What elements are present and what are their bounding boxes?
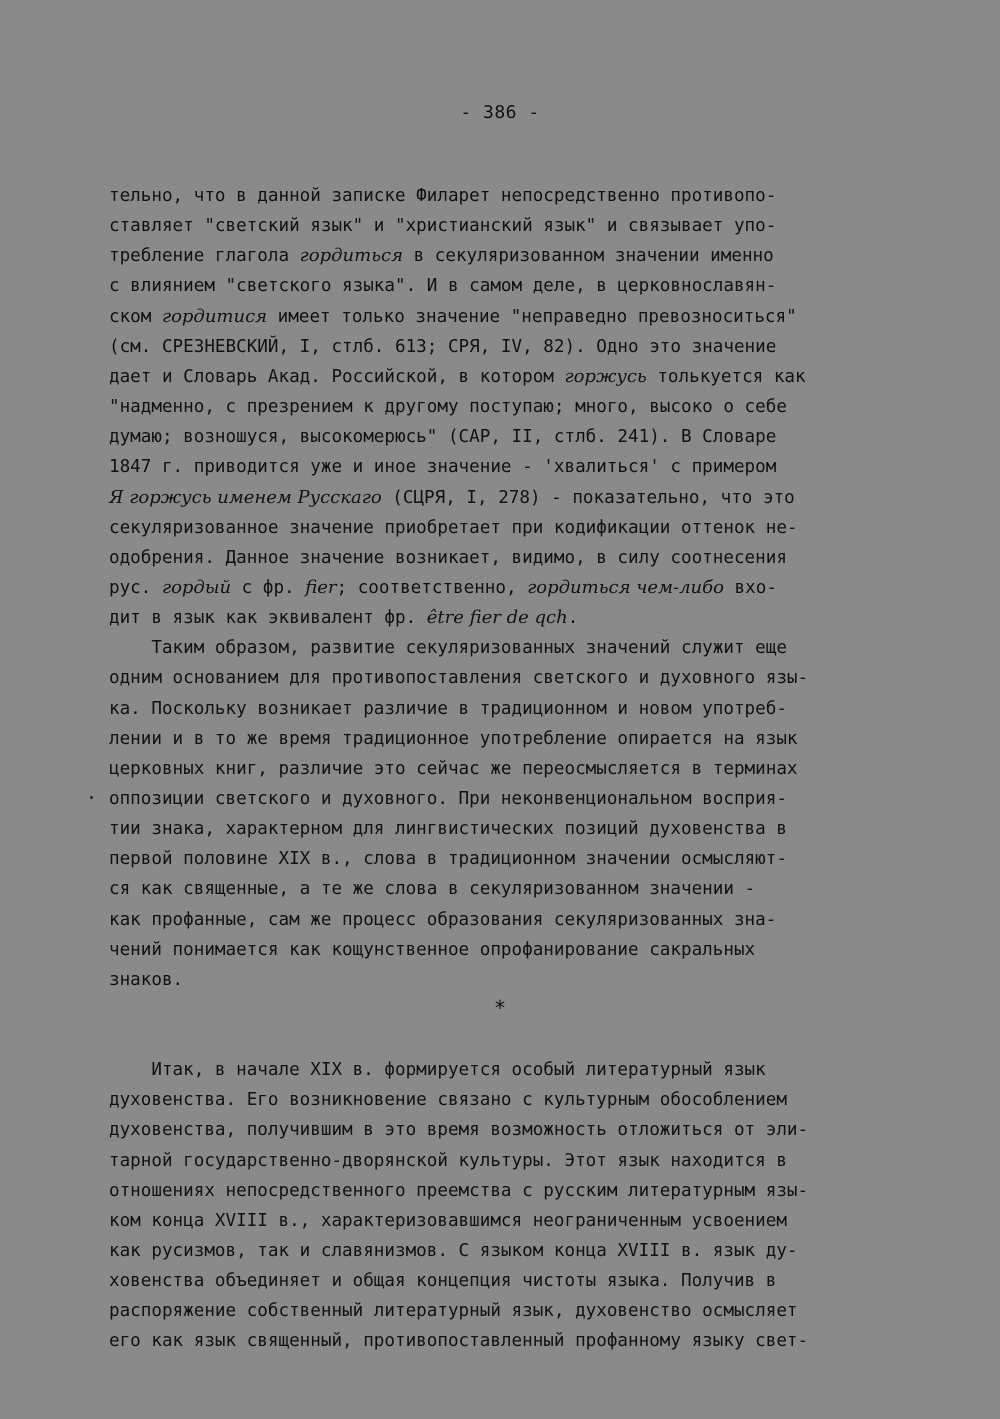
text-segment: лении и в то же время традиционное употребление опирается на язык <box>109 729 798 749</box>
italic-word: Я горжусь именем Русскаго <box>109 487 382 508</box>
text-line <box>109 935 755 965</box>
text-segment: первой половине XIX в., слова в традиционном значении осмысляют- <box>109 849 787 869</box>
text-line <box>109 694 787 724</box>
text-segment: церковных книг, различие это сейчас же переосмысляется в терминах <box>109 759 798 779</box>
text-segment: одним основанием для противопоставления светского и духовного язы- <box>109 668 809 688</box>
text-segment: дает и Словарь Акад. Российской, в котором <box>109 367 565 387</box>
text-segment: "надменно, с презрением к другому поступаю; много, высоко о себе <box>109 397 787 417</box>
section-separator: * <box>493 996 507 1020</box>
text-line <box>109 905 776 935</box>
scan-speck <box>90 796 93 799</box>
text-line <box>109 663 808 693</box>
text-segment: требление глагола <box>109 246 300 266</box>
text-segment: (СЦРЯ, I, 278) - показательно, что это <box>381 488 795 508</box>
text-segment: ся как священные, а те же слова в секуляризованном значении - <box>109 879 756 899</box>
page-number: - 386 - <box>460 102 540 123</box>
text-segment: имеет только значение "неправедно превозноситься" <box>267 307 797 327</box>
text-segment: тельно, что в данной записке Филарет непосредственно противопо- <box>109 186 777 206</box>
text-segment: как профанные, сам же процесс образования секуляризованных зна- <box>109 910 777 930</box>
text-segment: в секуляризованном значении именно <box>403 246 774 266</box>
text-line <box>109 724 798 754</box>
text-line <box>109 965 183 995</box>
text-line <box>109 1176 808 1206</box>
text-line <box>109 241 774 271</box>
text-line <box>109 754 798 784</box>
text-segment: секуляризованное значение приобретает при кодификации оттенок не- <box>109 518 798 538</box>
text-line <box>109 784 787 814</box>
text-segment: чений понимается как кощунственное опрофанирование сакральных <box>109 940 756 960</box>
text-segment: духовенства, получившим в это время возможность отложиться от эли- <box>109 1120 809 1140</box>
italic-word: fier <box>305 577 337 598</box>
text-segment: ка. Поскольку возникает различие в традиционном и новом употреб- <box>109 699 787 719</box>
text-segment: вхо- <box>723 578 777 598</box>
text-segment: тарной государственно-дворянской культуры. Этот язык находится в <box>109 1151 787 1171</box>
text-segment: тии знака, характерном для лингвистических позиций духовенства в <box>109 819 787 839</box>
italic-word: горжусь <box>564 366 647 387</box>
text-segment: Итак, в начале XIX в. формируется особый литературный язык <box>109 1060 766 1080</box>
text-line <box>109 211 776 241</box>
text-line <box>109 1055 766 1085</box>
text-segment: . <box>567 608 579 628</box>
text-line <box>109 1085 787 1115</box>
text-line <box>109 1296 798 1326</box>
italic-word: être fier de qch <box>426 607 568 628</box>
text-segment: ; соответственно, <box>336 578 528 598</box>
text-segment: толькуется как <box>646 367 806 387</box>
text-segment: как русизмов, так и славянизмов. С языком конца XVIII в. язык ду- <box>109 1241 798 1261</box>
text-line <box>109 513 798 543</box>
text-line <box>109 633 787 663</box>
text-line <box>109 1206 787 1236</box>
text-segment: ком конца XVIII в., характеризовавшимся неограниченным усвоением <box>109 1211 787 1231</box>
text-segment: рус. <box>109 578 162 598</box>
text-line <box>109 543 787 573</box>
text-segment: дит в язык как эквивалент фр. <box>109 608 427 628</box>
text-line <box>109 483 795 513</box>
text-line <box>109 452 776 482</box>
text-line <box>109 814 787 844</box>
text-line <box>109 844 787 874</box>
text-line <box>109 1326 808 1356</box>
text-segment: знаков. <box>109 970 184 990</box>
text-segment: думаю; возношуся, высокомерюсь" (САР, II, стлб. 241). В Словаре <box>109 427 777 447</box>
text-segment: ском <box>109 307 162 327</box>
italic-word: гордиться чем-либо <box>527 577 724 598</box>
text-segment: оппозиции светского и духовного. При неконвенциональном восприя- <box>109 789 787 809</box>
text-line <box>109 271 776 301</box>
text-line <box>109 422 776 452</box>
text-line <box>109 1236 798 1266</box>
text-line <box>109 603 578 633</box>
text-line <box>109 302 797 332</box>
text-line <box>109 573 777 603</box>
text-line <box>109 1115 808 1145</box>
text-segment: отношениях непосредственного преемства с русским литературным язы- <box>109 1181 809 1201</box>
text-line <box>109 362 806 392</box>
text-line <box>109 181 776 211</box>
text-line <box>109 874 755 904</box>
text-segment: одобрения. Данное значение возникает, видимо, в силу соотнесения <box>109 548 787 568</box>
text-segment: ховенства объединяет и общая концепция чистоты языка. Получив в <box>109 1271 777 1291</box>
text-segment: с влиянием "светского языка". И в самом деле, в церковнославян- <box>109 276 777 296</box>
text-segment: 1847 г. приводится уже и иное значение - 'хвалиться' с примером <box>109 457 777 477</box>
text-segment: с фр. <box>231 578 306 598</box>
text-segment: духовенства. Его возникновение связано с культурным обособлением <box>109 1090 787 1110</box>
text-line <box>109 1266 776 1296</box>
text-line <box>109 1146 787 1176</box>
italic-word: гордиться <box>299 245 403 266</box>
text-line <box>109 332 776 362</box>
italic-word: гордый <box>161 577 232 598</box>
text-segment: ставляет "светский язык" и "христианский язык" и связывает упо- <box>109 216 777 236</box>
italic-word: гордитися <box>161 306 268 327</box>
text-segment: Таким образом, развитие секуляризованных значений служит еще <box>109 638 787 658</box>
text-segment: его как язык священный, противопоставленный профанному языку свет- <box>109 1331 809 1351</box>
text-line <box>109 392 787 422</box>
text-segment: распоряжение собственный литературный язык, духовенство осмысляет <box>109 1301 798 1321</box>
text-segment: (см. СРЕЗНЕВСКИЙ, I, стлб. 613; СРЯ, IV, 82). Одно это значение <box>109 337 777 357</box>
